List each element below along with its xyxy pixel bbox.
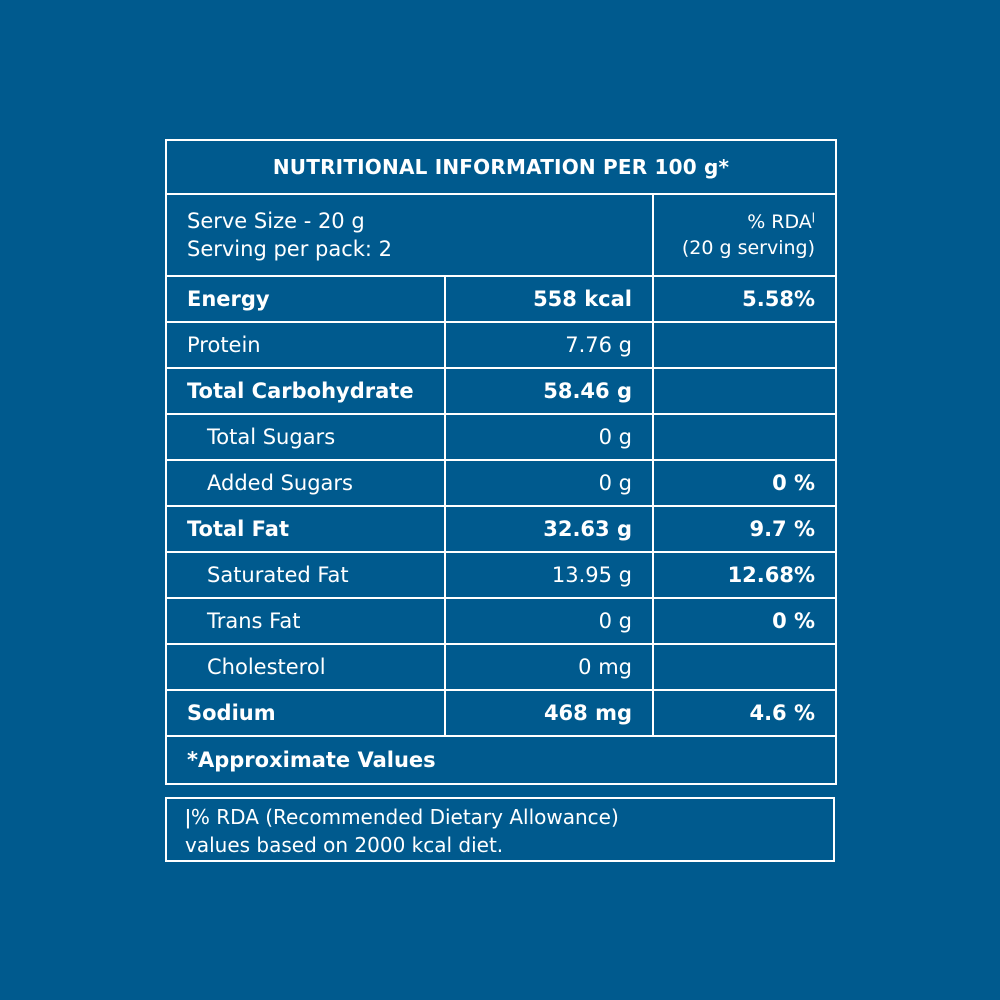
rda-header-label: % RDA bbox=[747, 211, 812, 233]
nutrient-value: 0 g bbox=[445, 598, 653, 644]
nutrient-row-cholesterol bbox=[166, 644, 836, 690]
nutrient-rda: 0 % bbox=[653, 598, 836, 644]
serving-info bbox=[166, 194, 653, 276]
serve-size: Serve Size - 20 g bbox=[187, 209, 365, 233]
nutrient-rda bbox=[653, 414, 836, 460]
rda-note-line-1: ǀ% RDA (Recommended Dietary Allowance) bbox=[185, 805, 619, 829]
nutrient-rda: 9.7 % bbox=[653, 506, 836, 552]
serving-row bbox=[166, 194, 836, 276]
nutrient-rda: 5.58% bbox=[653, 276, 836, 322]
nutrient-rda: 0 % bbox=[653, 460, 836, 506]
rda-header-mark: ǀ bbox=[811, 210, 816, 224]
nutrient-rda: 12.68% bbox=[653, 552, 836, 598]
rda-note-line-2: values based on 2000 kcal diet. bbox=[185, 833, 504, 857]
nutrient-row-total-carbohydrate bbox=[166, 368, 836, 414]
nutrient-value: 32.63 g bbox=[445, 506, 653, 552]
table-title: NUTRITIONAL INFORMATION PER 100 g* bbox=[166, 140, 836, 194]
nutrient-row-protein bbox=[166, 322, 836, 368]
nutrient-value: 0 g bbox=[445, 460, 653, 506]
nutrient-value: 58.46 g bbox=[445, 368, 653, 414]
nutrient-value: 558 kcal bbox=[445, 276, 653, 322]
nutrient-value: 0 mg bbox=[445, 644, 653, 690]
title-row bbox=[166, 140, 836, 194]
serving-per-pack: Serving per pack: 2 bbox=[187, 237, 393, 261]
rda-header-serving: (20 g serving) bbox=[681, 237, 816, 259]
nutrient-name: Energy bbox=[166, 276, 445, 322]
rda-header bbox=[653, 194, 836, 276]
rda-definition-note bbox=[165, 797, 835, 862]
nutrient-name: Added Sugars bbox=[166, 460, 445, 506]
nutrient-row-total-fat bbox=[166, 506, 836, 552]
nutrient-row-added-sugars bbox=[166, 460, 836, 506]
nutrient-row-sodium bbox=[166, 690, 836, 736]
approximate-values-note: *Approximate Values bbox=[166, 736, 836, 784]
nutrient-name: Protein bbox=[166, 322, 445, 368]
nutrient-row-energy bbox=[166, 276, 836, 322]
footnote-row bbox=[166, 736, 836, 784]
nutrient-rda bbox=[653, 322, 836, 368]
nutrient-value: 468 mg bbox=[445, 690, 653, 736]
nutrient-name: Total Sugars bbox=[166, 414, 445, 460]
nutrient-row-total-sugars bbox=[166, 414, 836, 460]
nutrient-name: Trans Fat bbox=[166, 598, 445, 644]
nutrient-row-trans-fat bbox=[166, 598, 836, 644]
nutrient-rda: 4.6 % bbox=[653, 690, 836, 736]
nutrition-panel bbox=[165, 139, 835, 785]
nutrition-table bbox=[165, 139, 837, 785]
nutrient-name: Total Fat bbox=[166, 506, 445, 552]
nutrient-value: 13.95 g bbox=[445, 552, 653, 598]
nutrient-value: 7.76 g bbox=[445, 322, 653, 368]
nutrient-row-saturated-fat bbox=[166, 552, 836, 598]
nutrient-rda bbox=[653, 644, 836, 690]
nutrient-rda bbox=[653, 368, 836, 414]
nutrient-value: 0 g bbox=[445, 414, 653, 460]
nutrient-name: Total Carbohydrate bbox=[166, 368, 445, 414]
nutrient-name: Cholesterol bbox=[166, 644, 445, 690]
nutrient-name: Sodium bbox=[166, 690, 445, 736]
nutrient-name: Saturated Fat bbox=[166, 552, 445, 598]
